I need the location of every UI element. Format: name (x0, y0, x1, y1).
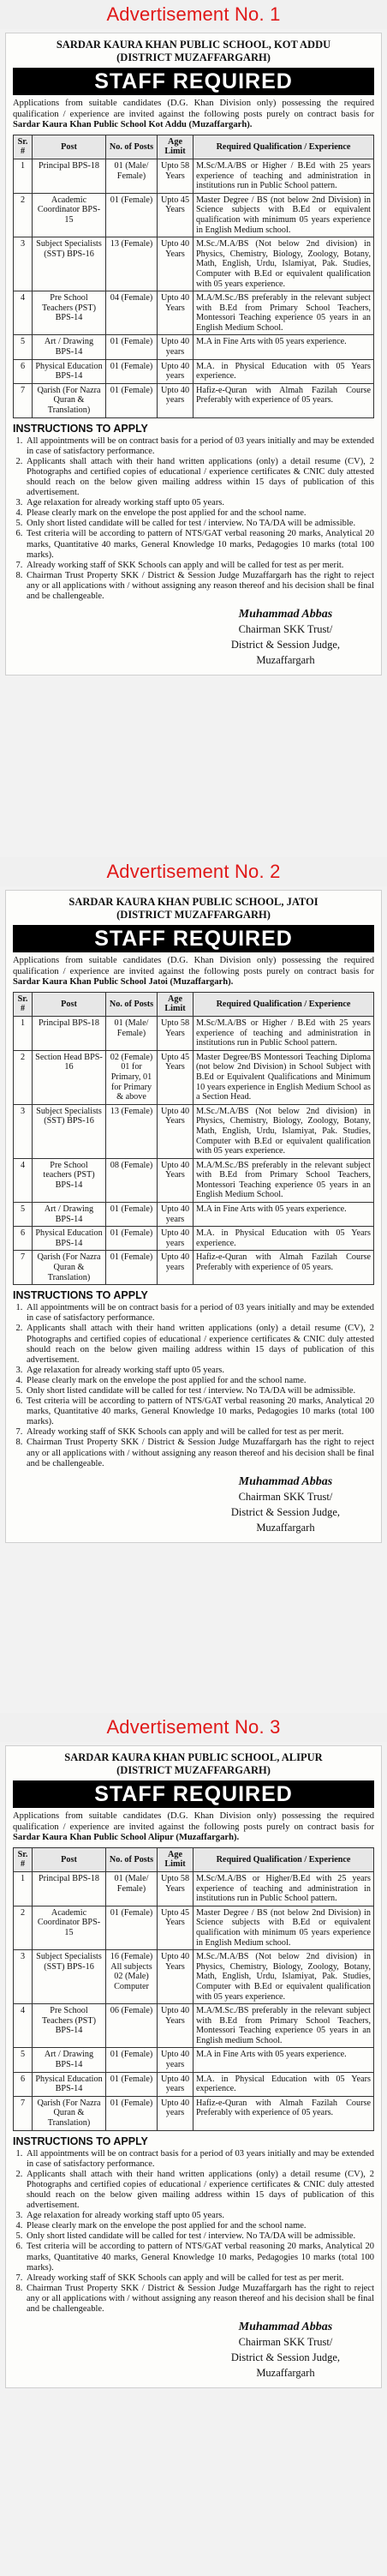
row-posts: 13 (Female) (106, 237, 158, 291)
row-posts: 01 (Female) (106, 1251, 158, 1285)
advertisement-paper (5, 1745, 382, 2388)
row-age: Upto 40 years (158, 359, 194, 383)
row-qualification: M.A in Fine Arts with 05 years experience. (194, 1203, 374, 1227)
row-posts: 01 (Male/ Female) (106, 159, 158, 193)
table-row (14, 1227, 374, 1251)
signature-block (13, 1474, 374, 1535)
row-posts: 01 (Female) (106, 2072, 158, 2096)
table-row (14, 359, 374, 383)
row-sr: 4 (14, 2004, 33, 2048)
intro-school-bold: Sardar Kaura Khan Public School Alipur (Muzaffargarh). (13, 1833, 240, 1843)
school-name: SARDAR KAURA KHAN PUBLIC SCHOOL, ALIPUR (64, 1751, 323, 1763)
district-name: (DISTRICT MUZAFFARGARH) (116, 51, 271, 63)
signature-block (13, 607, 374, 668)
instructions-title: INSTRUCTIONS TO APPLY (13, 1289, 148, 1302)
row-sr: 6 (14, 1227, 33, 1251)
advertisement-header (0, 0, 387, 29)
row-qualification: Master Degree/BS Montessori Teaching Diploma (not below 2nd Division) in School Subject with B.Ed or Equivalent Qualifications and Minimum 10 years experience in English Medium School as a Section Head. (194, 1050, 374, 1104)
col-header-sr: Sr. # (14, 992, 33, 1016)
table-row (14, 291, 374, 335)
instructions-title: INSTRUCTIONS TO APPLY (13, 422, 148, 435)
instruction-item: 5. Only short listed candidate will be called for test / interview. No TA/DA will be admissible. (25, 519, 374, 529)
row-post: Qarish (For Nazra Quran & Translation) (33, 1251, 106, 1285)
row-posts: 01 (Female) (106, 1227, 158, 1251)
posts-table-header (14, 1847, 374, 1871)
school-name: SARDAR KAURA KHAN PUBLIC SCHOOL, KOT ADDU (56, 39, 331, 51)
intro-school-bold: Sardar Kaura Khan Public School Kot Addu (Muzaffargarh). (13, 120, 253, 130)
staff-required-banner: STAFF REQUIRED (13, 1780, 374, 1808)
table-row (14, 1906, 374, 1949)
col-header-posts: No. of Posts (106, 135, 158, 159)
advertisement-heading: Advertisement No. 3 (106, 1716, 281, 1738)
row-post: Pre School Teachers (PST) BPS-14 (33, 291, 106, 335)
col-header-post: Post (33, 992, 106, 1016)
row-sr: 7 (14, 383, 33, 417)
row-posts: 06 (Female) (106, 2004, 158, 2048)
signatory-name: Muhammad Abbas (238, 1474, 333, 1488)
intro-text: Applications from suitable candidates (D.G. Khan Division only) possessing the required qualification / experience are invited against the following posts purely on contract basis for (13, 99, 374, 119)
advertisement-1 (0, 0, 387, 676)
row-sr: 6 (14, 359, 33, 383)
instruction-item: 4. Please clearly mark on the envelope the post applied for and the school name. (25, 1376, 374, 1386)
row-sr: 2 (14, 193, 33, 237)
instruction-item: 6. Test criteria will be according to pattern of NTS/GAT verbal reasoning 20 marks, Analytical 20 marks, Quantitative 40 marks, General Knowledge 10 marks, Pedagogies 10 marks (total 100 marks). (25, 1396, 374, 1427)
row-qualification: M.A/M.Sc./BS preferably in the relevant subject with B.Ed from Primary School Teachers, Montessori Teaching experience 05 years in an English Medium School. (194, 1158, 374, 1202)
table-row (14, 1950, 374, 2004)
row-post: Pre School Teachers (PST) BPS-14 (33, 2004, 106, 2048)
instruction-item: 2. Applicants shall attach with their hand written applications (only) a detail resume (CV), 2 Photographs and certified copies of educational / experience certificates & CNIC duly attested should reach on the below given mailing address within 15 days of publication of this advertisement. (25, 457, 374, 498)
instructions-list (13, 2149, 374, 2315)
instruction-item: 2. Applicants shall attach with their hand written applications (only) a detail resume (CV), 2 Photographs and certified copies of educational / experience certificates & CNIC duly attested should reach on the below given mailing address within 15 days of publication of this advertisement. (25, 1324, 374, 1365)
row-sr: 4 (14, 1158, 33, 1202)
instruction-item: 6. Test criteria will be according to pattern of NTS/GAT verbal reasoning 20 marks, Analytical 20 marks, Quantitative 40 marks, General Knowledge 10 marks, Pedagogies 10 marks (total 100 marks). (25, 529, 374, 560)
row-age: Upto 40 Years (158, 1158, 194, 1202)
table-row (14, 1050, 374, 1104)
row-qualification: M.Sc/M.A/BS or Higher/B.Ed with 25 years experience of teaching and administration in institutions run in Public School pattern. (194, 1871, 374, 1906)
row-age: Upto 40 years (158, 2096, 194, 2130)
row-post: Section Head BPS-16 (33, 1050, 106, 1104)
advertisement-3 (0, 1713, 387, 2388)
row-posts: 01 (Female) (106, 335, 158, 359)
signatory-title-line: Muzaffargarh (256, 1521, 315, 1534)
posts-table-header (14, 992, 374, 1016)
row-post: Principal BPS-18 (33, 1016, 106, 1050)
table-row (14, 2096, 374, 2130)
instruction-item: 1. All appointments will be on contract basis for a period of 03 years initially and may be extended in case of satisfactory performance. (25, 436, 374, 457)
table-row (14, 237, 374, 291)
row-sr: 2 (14, 1906, 33, 1949)
instructions-title: INSTRUCTIONS TO APPLY (13, 2135, 148, 2147)
row-post: Principal BPS-18 (33, 1871, 106, 1906)
table-row (14, 1104, 374, 1158)
posts-table (13, 992, 374, 1285)
row-qualification: M.Sc./M.A/BS (Not below 2nd division) in Physics, Chemistry, Biology, Zoology, Botany, Math, English, Urdu, Islamiyat, Pak. Studies, Computer with B.Ed or equivalent qualification with 05 years experience. (194, 1104, 374, 1158)
row-post: Subject Specialists (SST) BPS-16 (33, 1104, 106, 1158)
intro-text: Applications from suitable candidates (D.G. Khan Division only) possessing the required qualification / experience are invited against the following posts purely on contract basis for (13, 1811, 374, 1832)
row-posts: 01 (Female) (106, 1203, 158, 1227)
instruction-item: 3. Age relaxation for already working staff upto 05 years. (25, 498, 374, 508)
row-post: Physical Education BPS-14 (33, 1227, 106, 1251)
signatory-title-line: Chairman SKK Trust/ (238, 623, 333, 636)
col-header-qualification: Required Qualification / Experience (194, 135, 374, 159)
row-qualification: M.A. in Physical Education with 05 Years experience. (194, 1227, 374, 1251)
row-qualification: Master Degree / BS (not below 2nd Division) in Science subjects with B.Ed or equivalent qualification with minimum 05 years experience in English Medium school. (194, 1906, 374, 1949)
row-age: Upto 45 Years (158, 1050, 194, 1104)
advertisement-2 (0, 857, 387, 1543)
col-header-age: Age Limit (158, 992, 194, 1016)
row-qualification: M.A/M.Sc./BS preferably in the relevant subject with B.Ed from Primary School Teachers, Montessori Teaching experience 05 years in an English Medium School. (194, 291, 374, 335)
row-sr: 5 (14, 2048, 33, 2072)
row-age: Upto 40 Years (158, 1950, 194, 2004)
row-post: Qarish (For Nazra Quran & Translation) (33, 2096, 106, 2130)
table-row (14, 1871, 374, 1906)
row-posts: 01 (Female) (106, 2048, 158, 2072)
row-post: Physical Education BPS-14 (33, 2072, 106, 2096)
row-age: Upto 45 Years (158, 1906, 194, 1949)
advertisement-heading: Advertisement No. 2 (106, 861, 281, 882)
row-posts: 16 (Female) All subjects 02 (Male) Computer (106, 1950, 158, 2004)
row-posts: 02 (Female) 01 for Primary, 01 for Primary & above (106, 1050, 158, 1104)
intro-paragraph (13, 99, 374, 131)
col-header-qualification: Required Qualification / Experience (194, 1847, 374, 1871)
col-header-post: Post (33, 1847, 106, 1871)
table-row (14, 383, 374, 417)
intro-paragraph (13, 956, 374, 988)
row-qualification: Hafiz-e-Quran with Almah Fazilah Course Preferably with experience of 05 years. (194, 1251, 374, 1285)
instruction-item: 7. Already working staff of SKK Schools can apply and will be called for test as per merit. (25, 561, 374, 571)
row-qualification: M.Sc./M.A/BS (Not below 2nd division) in Physics, Chemistry, Biology, Zoology, Botany, Math, English, Urdu, Islamiyat, Pak. Studies, Computer with B.Ed or equivalent qualification with 05 years experience. (194, 1950, 374, 2004)
row-posts: 04 (Female) (106, 291, 158, 335)
row-qualification: Master Degree / BS (not below 2nd Division) in Science subjects with B.Ed or equivalent qualification with minimum 05 years experience in English Medium school. (194, 193, 374, 237)
row-sr: 3 (14, 1950, 33, 2004)
row-age: Upto 40 years (158, 383, 194, 417)
row-sr: 7 (14, 2096, 33, 2130)
intro-paragraph (13, 1811, 374, 1844)
row-sr: 1 (14, 1871, 33, 1906)
staff-required-banner: STAFF REQUIRED (13, 68, 374, 95)
row-posts: 01 (Female) (106, 193, 158, 237)
instruction-item: 4. Please clearly mark on the envelope the post applied for and the school name. (25, 508, 374, 519)
row-age: Upto 40 Years (158, 237, 194, 291)
row-posts: 01 (Male/ Female) (106, 1016, 158, 1050)
table-row (14, 159, 374, 193)
row-age: Upto 58 Years (158, 159, 194, 193)
instruction-item: 5. Only short listed candidate will be called for test / interview. No TA/DA will be admissible. (25, 1386, 374, 1396)
instruction-item: 8. Chairman Trust Property SKK / District & Session Judge Muzaffargarh has the right to reject any or all applications with / without assigning any reason thereof and his decision shall be final and be challengeable. (25, 571, 374, 602)
instructions-list (13, 1303, 374, 1469)
table-row (14, 2048, 374, 2072)
signature-block (13, 2320, 374, 2381)
signatory-title-line: Muzaffargarh (256, 2367, 315, 2380)
row-post: Art / Drawing BPS-14 (33, 335, 106, 359)
row-posts: 01 (Female) (106, 359, 158, 383)
row-age: Upto 58 Years (158, 1016, 194, 1050)
row-age: Upto 40 years (158, 335, 194, 359)
row-post: Art / Drawing BPS-14 (33, 1203, 106, 1227)
row-post: Academic Coordinator BPS-15 (33, 1906, 106, 1949)
row-sr: 5 (14, 335, 33, 359)
signatory-title-line: Chairman SKK Trust/ (238, 2336, 333, 2349)
row-post: Subject Specialists (SST) BPS-16 (33, 1950, 106, 2004)
row-post: Physical Education BPS-14 (33, 359, 106, 383)
instruction-item: 8. Chairman Trust Property SKK / District & Session Judge Muzaffargarh has the right to reject any or all applications with / without assigning any reason thereof and his decision shall be final and be challengeable. (25, 2284, 374, 2315)
row-age: Upto 40 years (158, 2048, 194, 2072)
instruction-item: 3. Age relaxation for already working staff upto 05 years. (25, 1366, 374, 1376)
intro-text: Applications from suitable candidates (D.G. Khan Division only) possessing the required qualification / experience are invited against the following posts purely on contract basis for (13, 956, 374, 976)
col-header-qualification: Required Qualification / Experience (194, 992, 374, 1016)
table-row (14, 1158, 374, 1202)
col-header-age: Age Limit (158, 135, 194, 159)
row-age: Upto 40 Years (158, 1104, 194, 1158)
signatory-title-line: District & Session Judge, (230, 639, 340, 652)
signatory-title-line: Muzaffargarh (256, 654, 315, 667)
table-row (14, 193, 374, 237)
table-row (14, 1016, 374, 1050)
row-age: Upto 40 Years (158, 2004, 194, 2048)
posts-table (13, 1847, 374, 2131)
col-header-posts: No. of Posts (106, 992, 158, 1016)
row-age: Upto 40 years (158, 2072, 194, 2096)
row-age: Upto 58 Years (158, 1871, 194, 1906)
advertisement-paper (5, 890, 382, 1543)
table-row (14, 335, 374, 359)
col-header-sr: Sr. # (14, 135, 33, 159)
row-posts: 01 (Male/ Female) (106, 1871, 158, 1906)
row-posts: 13 (Female) (106, 1104, 158, 1158)
row-qualification: Hafiz-e-Quran with Almah Fazilah Course Preferably with experience of 05 years. (194, 2096, 374, 2130)
row-post: Principal BPS-18 (33, 159, 106, 193)
instruction-item: 3. Age relaxation for already working staff upto 05 years. (25, 2211, 374, 2221)
posts-table-header (14, 135, 374, 159)
row-sr: 3 (14, 237, 33, 291)
instruction-item: 1. All appointments will be on contract basis for a period of 03 years initially and may be extended in case of satisfactory performance. (25, 1303, 374, 1324)
instruction-item: 8. Chairman Trust Property SKK / District & Session Judge Muzaffargarh has the right to reject any or all applications with / without assigning any reason thereof and his decision shall be final and be challengeable. (25, 1438, 374, 1468)
district-name: (DISTRICT MUZAFFARGARH) (116, 909, 271, 921)
col-header-age: Age Limit (158, 1847, 194, 1871)
row-age: Upto 40 years (158, 1227, 194, 1251)
instruction-item: 6. Test criteria will be according to pattern of NTS/GAT verbal reasoning 20 marks, Analytical 20 marks, Quantitative 40 marks, General Knowledge 10 marks, Pedagogies 10 marks (total 100 marks). (25, 2242, 374, 2273)
row-qualification: M.Sc/M.A/BS or Higher / B.Ed with 25 years experience of teaching and administration in institutions run in Public School pattern. (194, 1016, 374, 1050)
staff-required-banner: STAFF REQUIRED (13, 925, 374, 952)
table-row (14, 2004, 374, 2048)
row-posts: 08 (Female) (106, 1158, 158, 1202)
instructions-list (13, 436, 374, 603)
signatory-title-line: District & Session Judge, (230, 1505, 340, 1518)
advertisement-header (0, 857, 387, 886)
instruction-item: 4. Please clearly mark on the envelope the post applied for and the school name. (25, 2221, 374, 2231)
row-sr: 5 (14, 1203, 33, 1227)
row-sr: 7 (14, 1251, 33, 1285)
row-qualification: M.A. in Physical Education with 05 Years experience. (194, 359, 374, 383)
row-age: Upto 40 years (158, 1251, 194, 1285)
district-name: (DISTRICT MUZAFFARGARH) (116, 1764, 271, 1776)
col-header-sr: Sr. # (14, 1847, 33, 1871)
row-sr: 3 (14, 1104, 33, 1158)
table-row (14, 1251, 374, 1285)
instruction-item: 7. Already working staff of SKK Schools can apply and will be called for test as per merit. (25, 1427, 374, 1438)
signatory-name: Muhammad Abbas (238, 2321, 333, 2334)
row-sr: 4 (14, 291, 33, 335)
table-row (14, 2072, 374, 2096)
advertisement-header (0, 1713, 387, 1742)
row-age: Upto 40 years (158, 1203, 194, 1227)
instruction-item: 7. Already working staff of SKK Schools can apply and will be called for test as per merit. (25, 2273, 374, 2284)
row-sr: 2 (14, 1050, 33, 1104)
row-posts: 01 (Female) (106, 383, 158, 417)
row-qualification: M.Sc/M.A/BS or Higher / B.Ed with 25 years experience of teaching and administration in institutions run in Public School pattern. (194, 159, 374, 193)
school-name: SARDAR KAURA KHAN PUBLIC SCHOOL, JATOI (68, 896, 319, 908)
row-age: Upto 45 Years (158, 193, 194, 237)
row-sr: 6 (14, 2072, 33, 2096)
row-sr: 1 (14, 159, 33, 193)
signatory-title-line: Chairman SKK Trust/ (238, 1490, 333, 1503)
row-post: Qarish (For Nazra Quran & Translation) (33, 383, 106, 417)
signatory-name: Muhammad Abbas (238, 608, 333, 621)
instruction-item: 1. All appointments will be on contract basis for a period of 03 years initially and may be extended in case of satisfactory performance. (25, 2149, 374, 2170)
row-qualification: M.A/M.Sc./BS preferably in the relevant subject with B.Ed from Primary School Teachers, Montessori Teaching experience 05 years in an English medium School. (194, 2004, 374, 2048)
row-qualification: M.A in Fine Arts with 05 years experience. (194, 2048, 374, 2072)
row-qualification: Hafiz-e-Quran with Almah Fazilah Course Preferably with experience of 05 years. (194, 383, 374, 417)
instruction-item: 5. Only short listed candidate will be called for test / interview. No TA/DA will be admissible. (25, 2231, 374, 2242)
table-row (14, 1203, 374, 1227)
col-header-posts: No. of Posts (106, 1847, 158, 1871)
posts-table (13, 135, 374, 418)
row-age: Upto 40 Years (158, 291, 194, 335)
signatory-title-line: District & Session Judge, (230, 2351, 340, 2364)
advertisement-paper (5, 33, 382, 676)
row-post: Art / Drawing BPS-14 (33, 2048, 106, 2072)
row-post: Pre School teachers (PST) BPS-14 (33, 1158, 106, 1202)
instruction-item: 2. Applicants shall attach with their hand written applications (only) a detail resume (CV), 2 Photographs and certified copies of educational / experience certificates & CNIC duly attested should reach on the below given mailing address within 15 days of publication of this advertisement. (25, 2170, 374, 2211)
row-qualification: M.A in Fine Arts with 05 years experience. (194, 335, 374, 359)
row-sr: 1 (14, 1016, 33, 1050)
row-posts: 01 (Female) (106, 1906, 158, 1949)
row-post: Academic Coordinator BPS-15 (33, 193, 106, 237)
advertisement-heading: Advertisement No. 1 (106, 3, 281, 25)
row-qualification: M.Sc./M.A/BS (Not below 2nd division) in Physics, Chemistry, Biology, Zoology, Botany, Math, English, Urdu, Islamiyat, Pak. Studies, Computer with B.Ed or equivalent qualification with 05 years experience. (194, 237, 374, 291)
row-posts: 01 (Female) (106, 2096, 158, 2130)
col-header-post: Post (33, 135, 106, 159)
row-qualification: M.A. in Physical Education with 05 Years experience. (194, 2072, 374, 2096)
intro-school-bold: Sardar Kaura Khan Public School Jatoi (Muzaffargarh). (13, 977, 234, 988)
row-post: Subject Specialists (SST) BPS-16 (33, 237, 106, 291)
